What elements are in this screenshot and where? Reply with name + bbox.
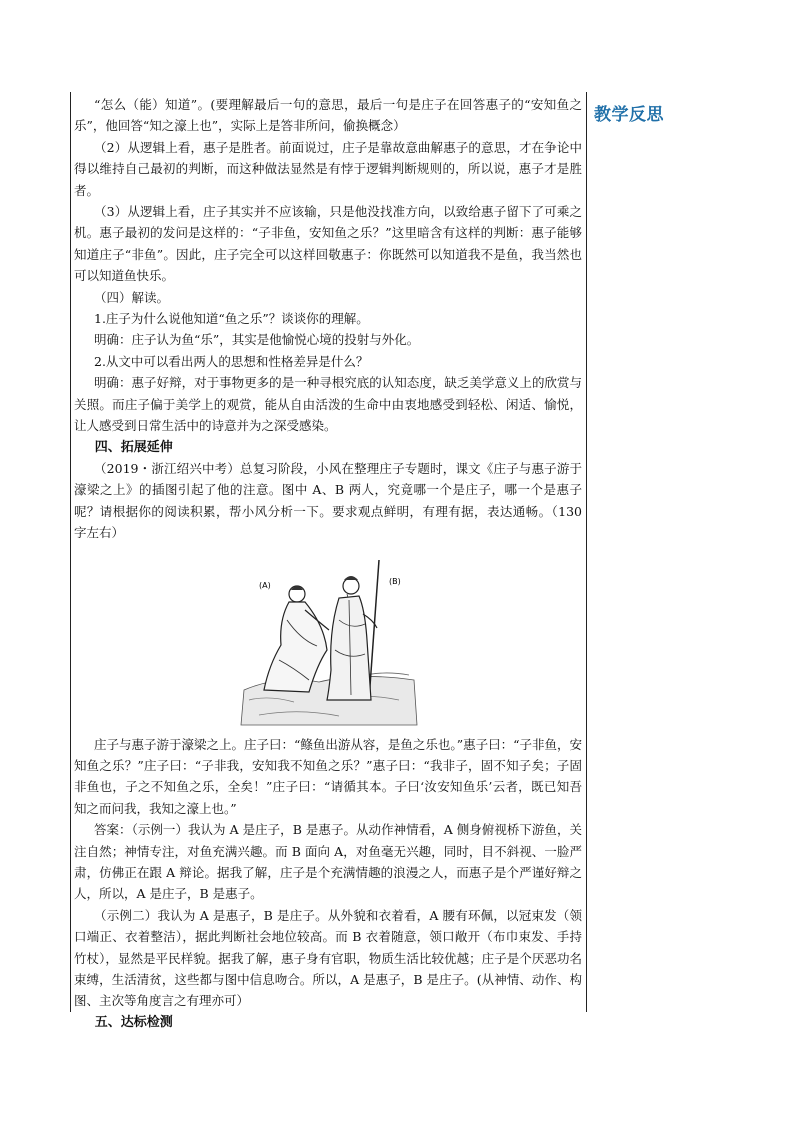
paragraph: （3）从逻辑上看，庄子其实并不应该输，只是他没找准方向，以致给惠子留下了可乘之机。惠子最初的发问是这样的：“子非鱼，安知鱼之乐？”这里暗含有这样的判断：惠子能够知道庄子“非鱼”。因此，庄子完全可以这样回敬惠子：你既然可以知道我不是鱼，我当然也可以知道鱼快乐。 (74, 204, 582, 284)
question: 1.庄子为什么说他知道“鱼之乐”？谈谈你的理解。 (94, 311, 369, 327)
section-heading: 四、拓展延伸 (94, 439, 173, 455)
answer: 明确：庄子认为鱼“乐”，其实是他愉悦心境的投射与外化。 (94, 332, 420, 348)
lesson-content (74, 94, 582, 1033)
answer: 明确：惠子好辩，对于事物更多的是一种寻根究底的认知态度，缺乏美学意义上的欣赏与关照。而庄子偏于美学上的观赏，能从自由活泼的生命中由衷地感受到轻松、闲适、愉悦，让人感受到日常生活中的诗意并为之深受感染。 (74, 375, 582, 434)
teaching-reflection-heading: 教学反思 (594, 105, 664, 125)
table-column-divider (586, 92, 587, 1012)
paragraph: “怎么（能）知道”。(要理解最后一句的意思，最后一句是庄子在回答惠子的“安知鱼之乐”，他回答“知之濠上也”，实际上是答非所问，偷换概念） (74, 97, 582, 134)
answer: （示例二）我认为 A 是惠子，B 是庄子。从外貌和衣着看，A 腰有环佩，以冠束发（领口端正、衣着整洁），据此判断社会地位较高。而 B 衣着随意，领口敞开（布巾束发、手持竹杖），显然是平民样貌。据我了解，惠子身有官职，物质生活比较优越；庄子是个厌恶功名束缚，生活清贫，这些都与图中信息吻合。所以，A 是惠子，B 是庄子。(从神情、动作、构图、主次等角度言之有理亦可） (74, 907, 582, 1009)
paragraph: （2）从逻辑上看，惠子是胜者。前面说过，庄子是靠故意曲解惠子的意思，才在争论中得以维持自己最初的判断，而这种做法显然是有悖于逻辑判断规则的，所以说，惠子才是胜者。 (74, 139, 582, 198)
classical-text: 庄子与惠子游于濠梁之上。庄子曰：“鲦鱼出游从容，是鱼之乐也。”惠子曰：“子非鱼，安知鱼之乐？”庄子曰：“子非我，安知我不知鱼之乐？”惠子曰：“我非子，固不知子矣；子固非鱼也，子之不知鱼之乐，全矣！”庄子曰：“请循其本。子曰‘汝安知鱼乐’云者，既已知吾知之而问我，我知之濠上也。” (74, 736, 582, 816)
illustration (74, 550, 582, 730)
label-b: (B) (389, 576, 401, 586)
answer: 答案：（示例一）我认为 A 是庄子，B 是惠子。从动作神情看，A 侧身俯视桥下游鱼，关注自然；神情专注，对鱼充满兴趣。而 B 面向 A，对鱼毫无兴趣，同时，目不斜视、一脸严肃，仿佛正在跟 A 辩论。据我了解，庄子是个充满情趣的浪漫之人，而惠子是个严谨好辩之人，所以，A 是庄子，B 是惠子。 (74, 822, 582, 902)
question: 2.从文中可以看出两人的思想和性格差异是什么？ (94, 353, 369, 369)
paragraph: （四）解读。 (94, 289, 170, 305)
label-a: (A) (259, 580, 271, 590)
table-left-border (70, 92, 71, 1012)
zhuangzi-huizi-illustration (239, 550, 419, 728)
paragraph: （2019・浙江绍兴中考）总复习阶段，小风在整理庄子专题时，课文《庄子与惠子游于濠梁之上》的插图引起了他的注意。图中 A、B 两人，究竟哪一个是庄子，哪一个是惠子呢？请根据你的阅读积累，帮小风分析一下。要求观点鲜明，有理有据，表达通畅。（130 字左右） (74, 460, 582, 541)
section-heading: 五、达标检测 (94, 1014, 173, 1030)
